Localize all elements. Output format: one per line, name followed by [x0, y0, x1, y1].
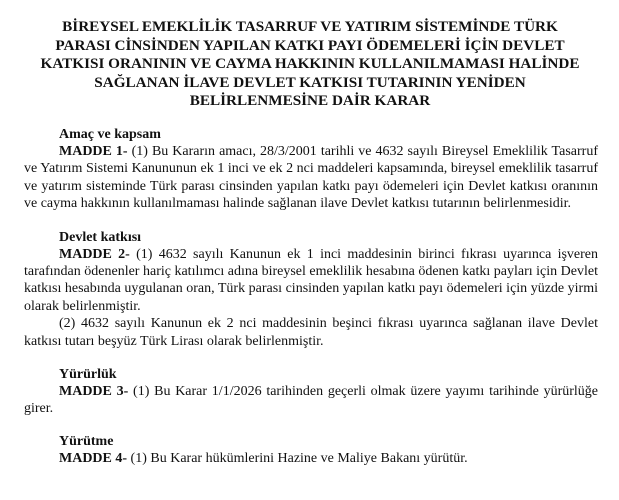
article-number: MADDE 2-	[59, 246, 130, 262]
section-heading: Yürürlük	[59, 367, 117, 383]
article-number: MADDE 4-	[59, 450, 128, 466]
document-title	[40, 18, 580, 111]
article-paragraph	[24, 315, 598, 350]
section-heading: Yürütme	[59, 433, 114, 449]
article-paragraph	[24, 143, 598, 213]
document-body	[24, 126, 598, 467]
title-line: PARASI CİNSİNDEN YAPILAN KATKI PAYI ÖDEMELERİ İÇİN DEVLET	[55, 36, 565, 54]
title-line: KATKISI ORANININ VE CAYMA HAKKININ KULLANILMAMASI HALİNDE	[40, 55, 580, 73]
section-heading: Devlet katkısı	[59, 229, 142, 245]
article-paragraph	[24, 246, 598, 316]
article-text: (1) 4632 sayılı Kanunun ek 1 inci maddesinin birinci fıkrası uyarınca işveren tarafından ödenenler hariç katılımcı adına bireysel emeklilik hesabına ödenen katkı payları için Devlet katkısı hesabında uygulanan oran, Türk parası cinsinden yapılan katkı payı ödemeleri için yüzde yirmi olarak belirlenmiştir.	[24, 246, 598, 314]
article-number: MADDE 1-	[59, 144, 128, 159]
article-number: MADDE 3-	[59, 384, 129, 400]
article-text: (1) Bu Kararın amacı, 28/3/2001 tarihli ve 4632 sayılı Bireysel Emeklilik Tasarruf ve Yatırım Sistemi Kanununun ek 1 inci ve ek 2 nci maddeleri kapsamında, bireysel emeklilik tasarruf ve yatırım sisteminde Türk parası cinsinden yapılan katkı payı ödemeleri için Devlet katkısı oranının ve cayma hakkının kullanılmaması halinde sağlanan ilave Devlet katkısı tutarının belirlenmesidir.	[24, 144, 598, 212]
section-heading: Amaç ve kapsam	[59, 127, 161, 142]
article-paragraph	[24, 383, 598, 418]
article-text: (2) 4632 sayılı Kanunun ek 2 nci maddesinin beşinci fıkrası uyarınca sağlanan ilave Devlet katkısı tutarı beşyüz Türk Lirası olarak belirlenmiştir.	[24, 316, 598, 349]
title-line: BİREYSEL EMEKLİLİK TASARRUF VE YATIRIM SİSTEMİNDE TÜRK	[62, 18, 558, 35]
article-text: (1) Bu Karar hükümlerini Hazine ve Maliye Bakanı yürütür.	[127, 450, 468, 466]
title-line: BELİRLENMESİNE DAİR KARAR	[189, 92, 431, 110]
article-paragraph	[24, 450, 598, 467]
article-text: (1) Bu Karar 1/1/2026 tarihinden geçerli olmak üzere yayımı tarihinde yürürlüğe girer.	[24, 384, 599, 417]
title-line: SAĞLANAN İLAVE DEVLET KATKISI TUTARININ YENİDEN	[94, 73, 526, 91]
